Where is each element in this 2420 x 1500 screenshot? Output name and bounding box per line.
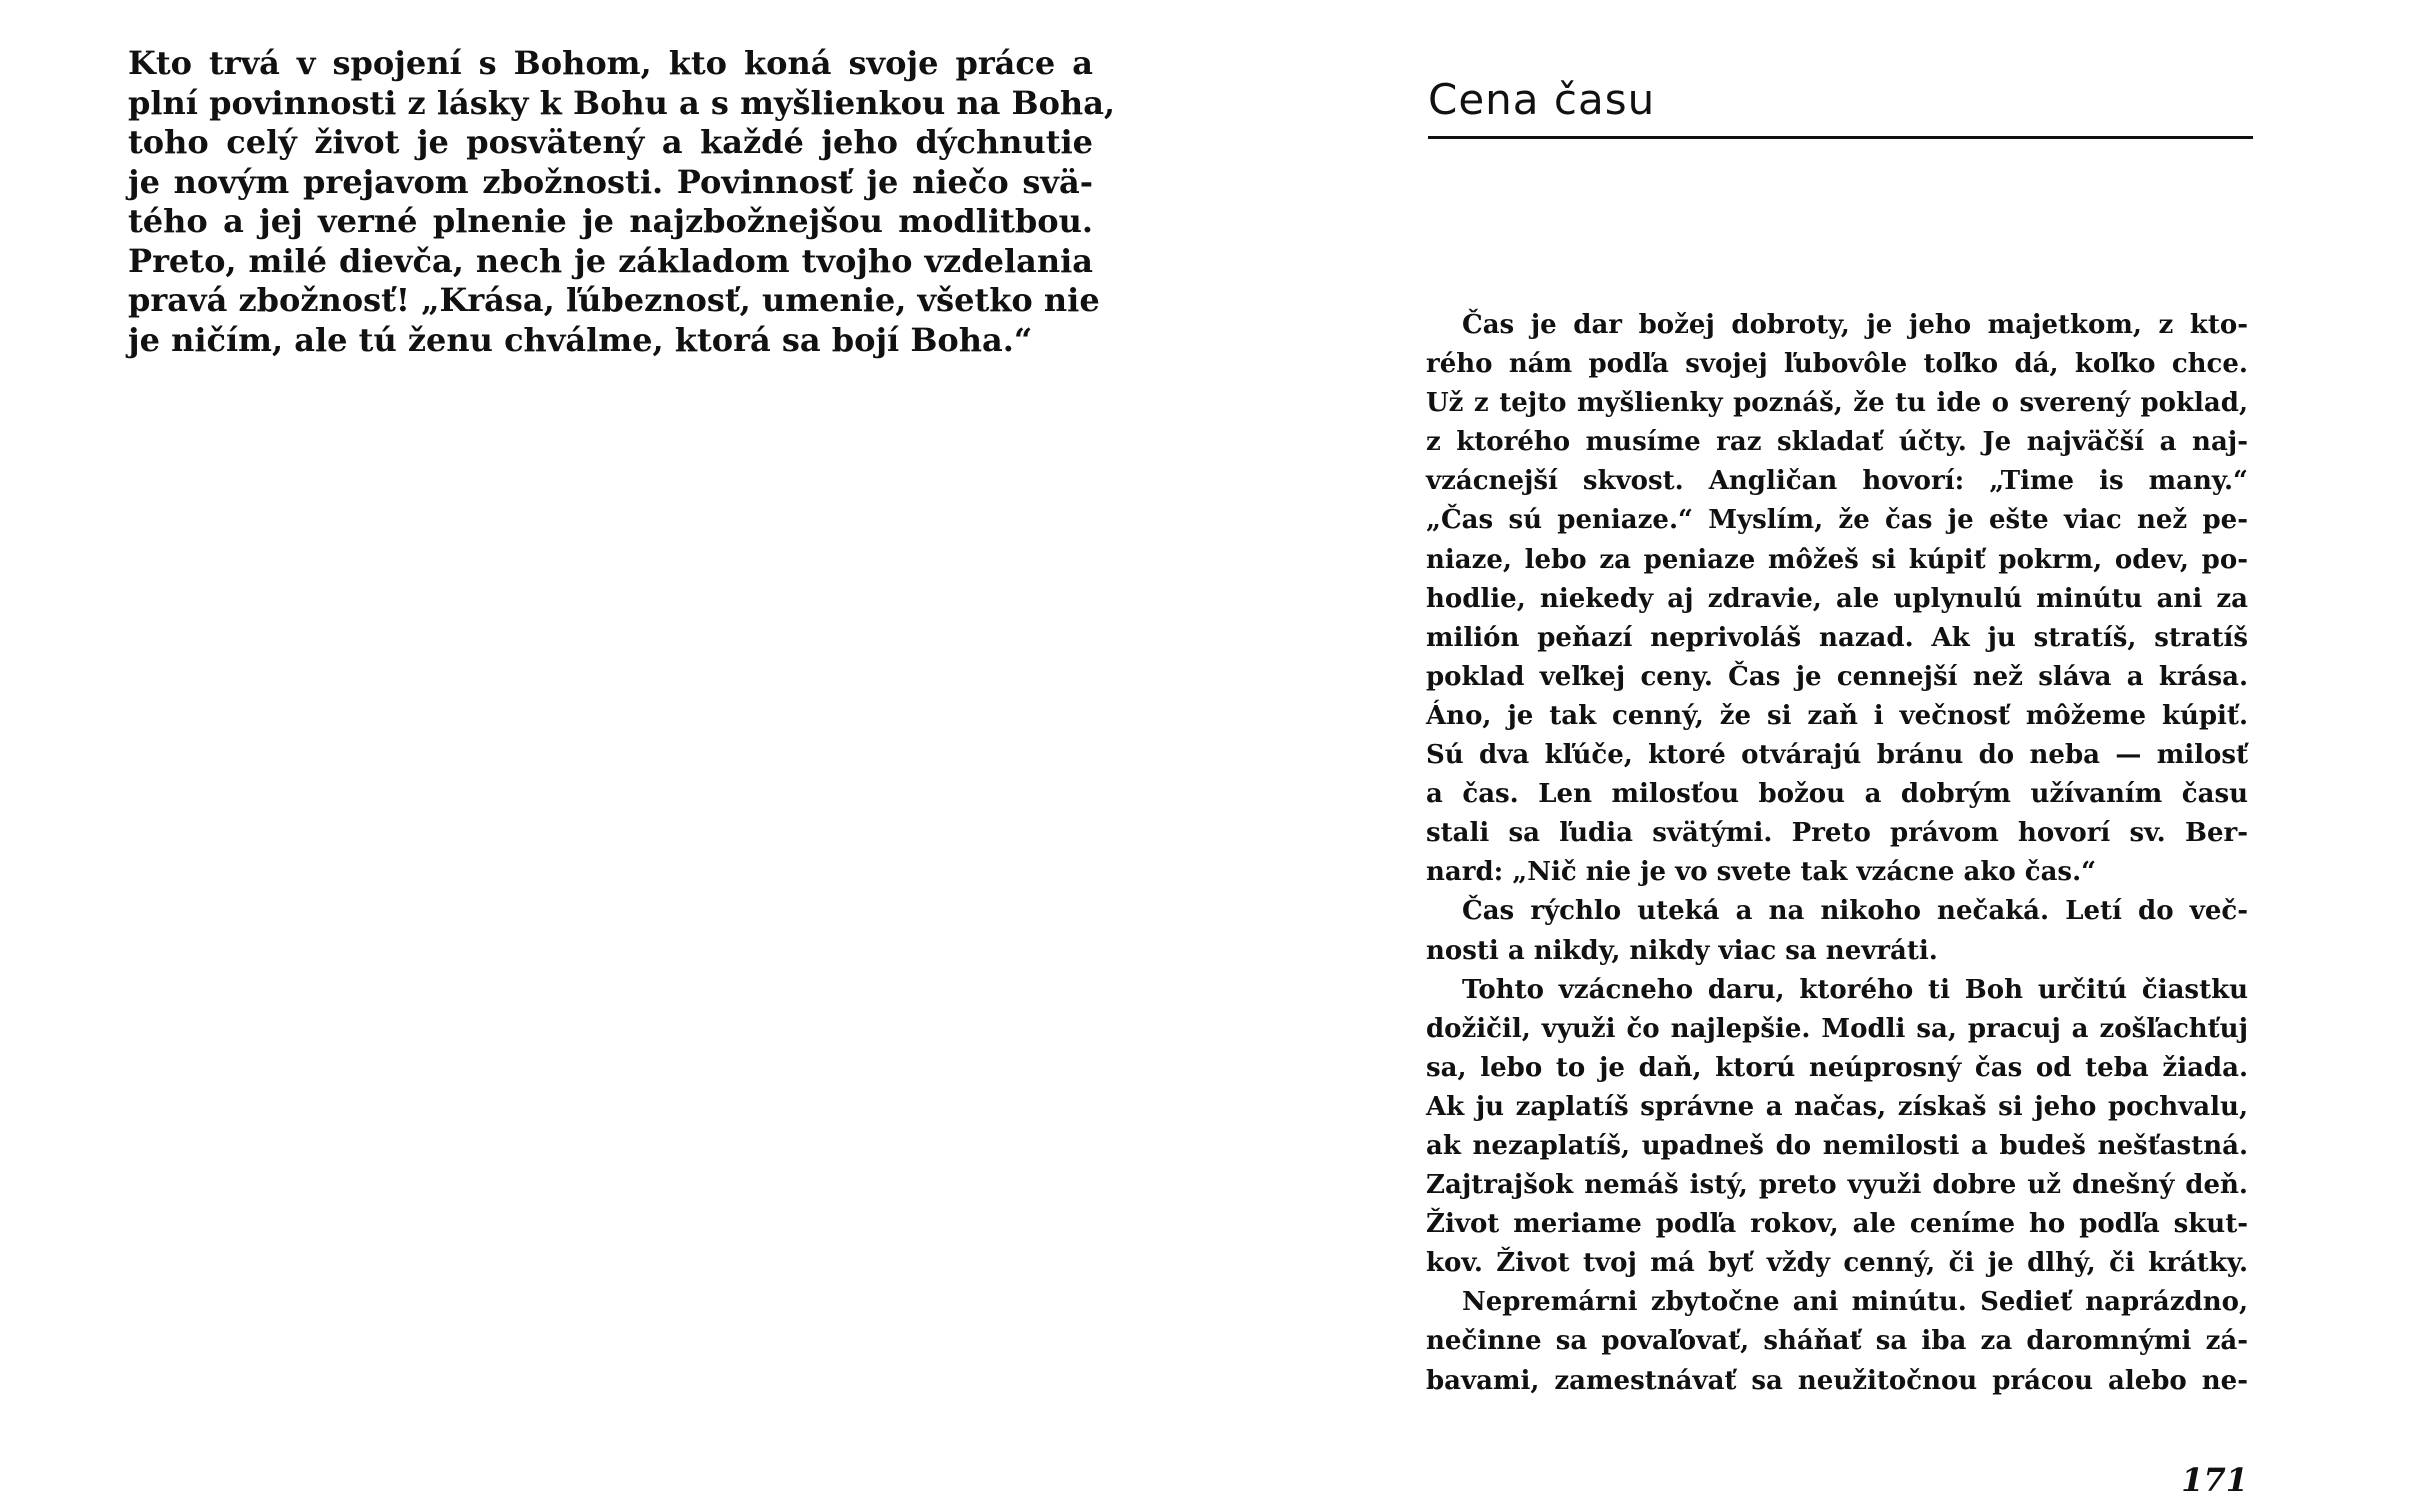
right-text-line: vzácnejší skvost. Angličan hovorí: „Time is many.“ bbox=[1426, 466, 2248, 497]
right-text-line: hodlie, niekedy aj zdravie, ale uplynulú minútu ani za bbox=[1426, 583, 2248, 614]
right-text-line: ak nezaplatíš, upadneš do nemilosti a budeš nešťastná. bbox=[1426, 1130, 2248, 1161]
right-text-line: Tohto vzácneho daru, ktorého ti Boh určitú čiastku bbox=[1462, 974, 2248, 1005]
right-text-line: Čas rýchlo uteká a na nikoho nečaká. Letí do več- bbox=[1462, 896, 2248, 927]
left-paragraph bbox=[128, 44, 1116, 360]
left-text-line: je ničím, ale tú ženu chválme, ktorá sa bojí Boha.“ bbox=[128, 320, 1033, 359]
right-text-line: kov. Život tvoj má byť vždy cenný, či je dlhý, či krátky. bbox=[1426, 1248, 2248, 1279]
right-text-line: milión peňazí neprivoláš nazad. Ak ju stratíš, stratíš bbox=[1426, 622, 2248, 653]
right-text-line: Život meriame podľa rokov, ale ceníme ho podľa skut- bbox=[1426, 1209, 2248, 1240]
left-text-line: toho celý život je posvätený a každé jeho dýchnutie bbox=[128, 123, 1093, 161]
right-text-line: Čas je dar božej dobroty, je jeho majetkom, z kto- bbox=[1462, 310, 2248, 340]
page-number: 171 bbox=[2181, 1461, 2248, 1499]
left-text-line: Kto trvá v spojení s Bohom, kto koná svoje práce a bbox=[128, 44, 1093, 82]
right-text-line: Sú dva kľúče, ktoré otvárajú bránu do neba — milosť bbox=[1426, 740, 2248, 771]
left-text-line: Preto, milé dievča, nech je základom tvojho vzdelania bbox=[128, 241, 1093, 280]
right-text-line: stali sa ľudia svätými. Preto právom hovorí sv. Ber- bbox=[1426, 818, 2248, 849]
right-text-line: Nepremárni zbytočne ani minútu. Sedieť naprázdno, bbox=[1462, 1287, 2248, 1318]
right-page bbox=[1210, 0, 2420, 1500]
right-text-line: Áno, je tak cenný, že si zaň i večnosť môžeme kúpiť. bbox=[1426, 700, 2248, 731]
left-text-line: tého a jej verné plnenie je najzbožnejšou modlitbou. bbox=[128, 202, 1093, 240]
chapter-title: Cena času bbox=[1428, 75, 1656, 124]
right-text-line: z ktorého musíme raz skladať účty. Je najväčší a naj- bbox=[1426, 427, 2248, 458]
right-text-line: nečinne sa povaľovať, sháňať sa iba za daromnými zá- bbox=[1426, 1326, 2248, 1357]
right-text-line: nard: „Nič nie je vo svete tak vzácne ako čas.“ bbox=[1426, 857, 2097, 888]
right-text-line: „Čas sú peniaze.“ Myslím, že čas je ešte viac než pe- bbox=[1426, 505, 2248, 536]
right-text-line: nosti a nikdy, nikdy viac sa nevráti. bbox=[1426, 935, 1938, 966]
right-body-text bbox=[1426, 306, 2248, 1401]
chapter-heading bbox=[1428, 70, 2253, 130]
right-text-line: dožičil, využi čo najlepšie. Modli sa, pracuj a zošľachťuj bbox=[1426, 1013, 2248, 1044]
right-text-line: poklad veľkej ceny. Čas je cennejší než sláva a krása. bbox=[1426, 661, 2248, 692]
right-text-line: sa, lebo to je daň, ktorú neúprosný čas od teba žiada. bbox=[1426, 1052, 2248, 1083]
title-underline bbox=[1428, 136, 2253, 139]
right-text-line: Už z tejto myšlienky poznáš, že tu ide o sverený poklad, bbox=[1426, 388, 2248, 419]
right-text-line: niaze, lebo za peniaze môžeš si kúpiť pokrm, odev, po- bbox=[1426, 544, 2248, 575]
right-text-line: bavami, zamestnávať sa neužitočnou prácou alebo ne- bbox=[1426, 1365, 2248, 1396]
left-text-line: plní povinnosti z lásky k Bohu a s myšlienkou na Boha, bbox=[128, 83, 1116, 122]
right-text-line: Zajtrajšok nemáš istý, preto využi dobre už dnešný deň. bbox=[1426, 1170, 2248, 1201]
left-text-line: je novým prejavom zbožnosti. Povinnosť je niečo svä- bbox=[128, 162, 1093, 201]
right-text-line: a čas. Len milosťou božou a dobrým užívaním času bbox=[1426, 779, 2248, 810]
left-text-line: pravá zbožnosť! „Krása, ľúbeznosť, umenie, všetko nie bbox=[128, 281, 1100, 319]
right-text-line: Ak ju zaplatíš správne a načas, získaš si jeho pochvalu, bbox=[1426, 1091, 2248, 1122]
right-text-line: rého nám podľa svojej ľubovôle toľko dá, koľko chce. bbox=[1426, 349, 2248, 380]
